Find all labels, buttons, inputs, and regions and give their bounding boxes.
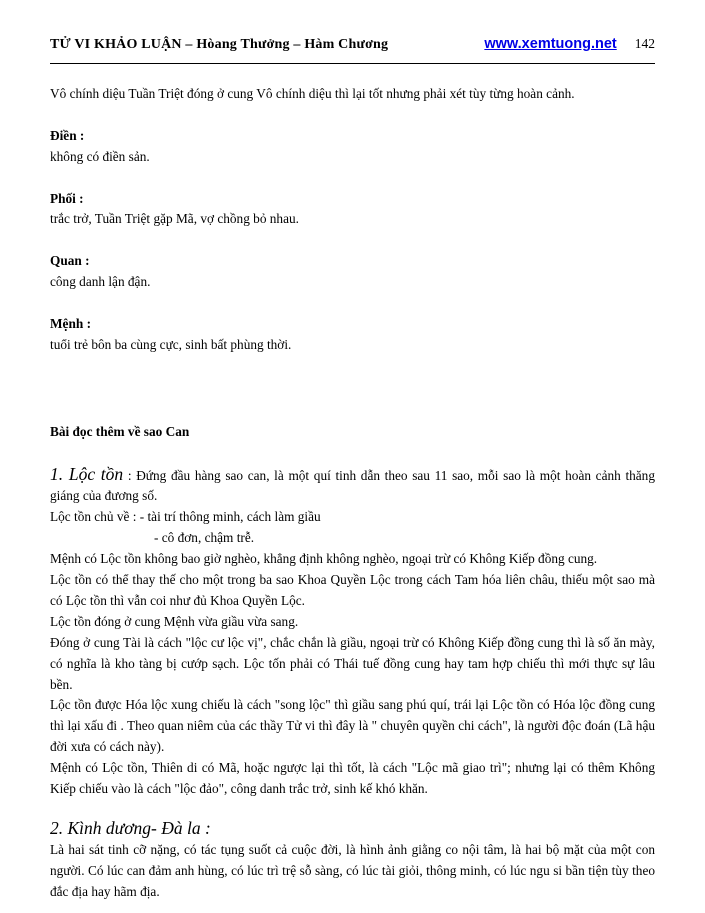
spacer (50, 356, 655, 422)
header-right (484, 36, 655, 52)
website-link[interactable]: www.xemtuong.net (484, 36, 617, 52)
section-dien (50, 126, 655, 168)
section-label-quan: Quan : (50, 253, 90, 269)
loc-ton-paragraph: Mệnh có Lộc tồn không bao giờ nghèo, khẳng định không nghèo, ngoại trừ có Không Kiếp đồng cung. (50, 551, 598, 567)
document-title: TỬ VI KHẢO LUẬN – Hòang Thưởng – Hàm Chương (50, 37, 389, 52)
kinh-duong-paragraph: Là hai sát tinh cỡ nặng, có tác tụng suốt cả cuộc đời, là hình ảnh giằng co nội tâm, là hai bộ mặt của một con người. Có lúc can đảm anh hùng, có lúc trì trệ sỗ sàng, có lúc tài giỏi, thông minh, có lúc ngu si bần tiện tùy theo đắc địa hay hãm địa. (50, 842, 655, 899)
header-divider (50, 63, 655, 64)
section-text-dien: không có điền sản. (50, 148, 150, 164)
loc-ton-paragraph: Mệnh có Lộc tồn, Thiên di có Mã, hoặc ngược lại thì tốt, là cách "Lộc mã giao trì"; nhưng lại có thêm Không Kiếp chiếu vào là cách "lộc đảo", công danh trắc trở, sinh kế khó khăn. (50, 760, 655, 797)
section-text-phoi: trắc trở, Tuần Triệt gặp Mã, vợ chồng bỏ nhau. (50, 211, 299, 227)
loc-ton-chu-ve-item2: - cô đơn, chậm trễ. (154, 530, 255, 546)
section-text-quan: công danh lận đận. (50, 274, 151, 290)
reading-section-title: Bài đọc thêm về sao Can (50, 423, 190, 439)
loc-ton-paragraph: Đóng ở cung Tài là cách "lộc cư lộc vị", chắc chắn là giầu, ngoại trừ có Không Kiếp đồng cung thì là số ăn mày, có nghĩa là kho tàng bị cướp sạch. Lộc tốn phải có Thái tuế đồng cung hay tam hợp chiếu thì mới thực sự lâu bền. (50, 634, 655, 692)
loc-ton-paragraph: Lộc tồn được Hóa lộc xung chiếu là cách "song lộc" thì giầu sang phú quí, trái lại Lộc tồn có Hóa lộc đồng cung thì lại xấu đi . Theo quan niêm của các thầy Tử vi thì đây là " chuyên quyền chi cách", là người độc đoán (Lã hậu đời xưa có cách này). (50, 697, 655, 755)
loc-ton-paragraph: Lộc tồn đóng ở cung Mệnh vừa giầu vừa sang. (50, 613, 299, 629)
spacer (50, 443, 655, 464)
page-number: 142 (634, 36, 655, 51)
section-menh (50, 314, 655, 356)
section-label-dien: Điền : (50, 127, 85, 143)
section-phoi (50, 189, 655, 231)
section-label-menh: Mệnh : (50, 315, 91, 331)
loc-ton-heading-rest: : Đứng đầu hàng sao can, là một quí tinh dẫn theo sau 11 sao, mỗi sao là một hoàn cảnh thăng giáng của đương số. (50, 467, 655, 504)
kinh-duong-heading: 2. Kình dương- Đà la : (50, 818, 211, 839)
intro-paragraph: Vô chính diệu Tuần Triệt đóng ở cung Vô chính diệu thì lại tốt nhưng phải xét tùy từng hoàn cảnh. (50, 86, 575, 101)
section-label-phoi: Phối : (50, 190, 84, 206)
loc-ton-lead-paragraph (50, 464, 655, 508)
kinh-duong-section (50, 816, 655, 903)
loc-ton-heading: 1. Lộc tồn (50, 463, 124, 484)
section-text-menh: tuổi trẻ bôn ba cùng cực, sinh bất phùng thời. (50, 336, 292, 352)
loc-ton-section (50, 464, 655, 801)
section-quan (50, 251, 655, 293)
loc-ton-chu-ve-intro: Lộc tồn chủ về : - tài trí thông minh, cách làm giầu (50, 509, 321, 525)
loc-ton-paragraph: Lộc tồn có thể thay thế cho một trong ba sao Khoa Quyền Lộc trong cách Tam hóa liên châu, thiếu một sao mà có Lộc tồn thì vẫn coi như đủ Khoa Quyền Lộc. (50, 572, 655, 608)
document-body (50, 84, 655, 903)
page-header (50, 36, 655, 63)
